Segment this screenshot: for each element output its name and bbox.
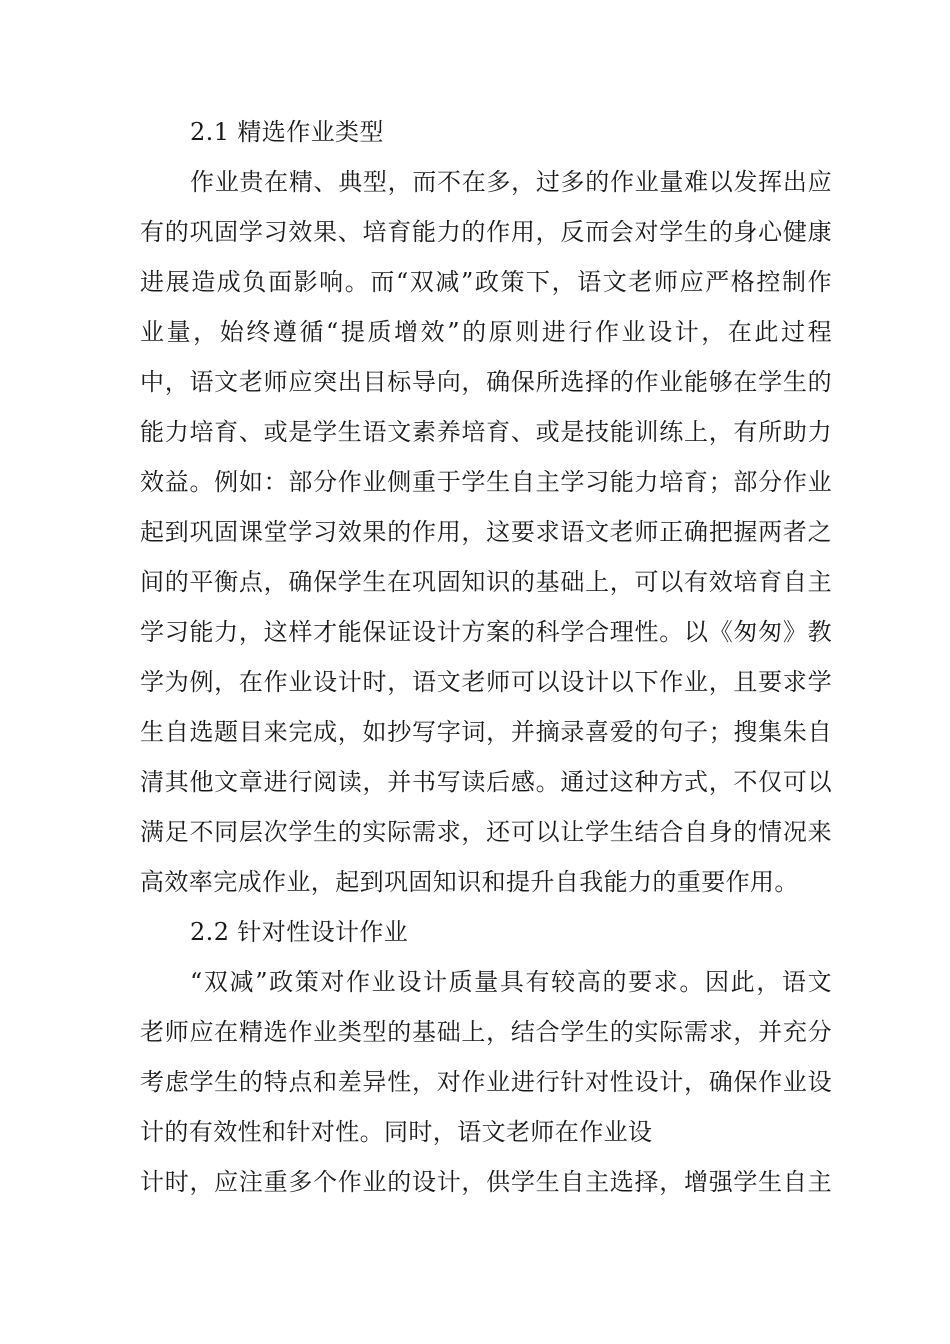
paragraph-line: 老师应在精选作业类型的基础上，结合学生的实际需求，并充分 [140,1018,832,1046]
paragraph-line: 计的有效性和针对性。同时，语文老师在作业设 [140,1118,653,1146]
paragraph-line: 清其他文章进行阅读，并书写读后感。通过这种方式，不仅可以 [140,768,832,796]
paragraph-line: 间的平衡点，确保学生在巩固知识的基础上，可以有效培育自主 [140,568,832,596]
section-heading-2-2: 2.2 针对性设计作业 [190,918,409,946]
paragraph-line: 生自选题目来完成，如抄写字词，并摘录喜爱的句子；搜集朱自 [140,718,832,746]
paragraph-line: 进展造成负面影响。而“双减”政策下，语文老师应严格控制作 [140,268,832,296]
paragraph-line: 起到巩固课堂学习效果的作用，这要求语文老师正确把握两者之 [140,518,832,546]
paragraph-line: 学习能力，这样才能保证设计方案的科学合理性。以《匆匆》教 [140,618,832,646]
paragraph-line: 作业贵在精、典型，而不在多，过多的作业量难以发挥出应 [190,168,832,196]
paragraph-line: 有的巩固学习效果、培育能力的作用，反而会对学生的身心健康 [140,218,832,246]
paragraph-line: 满足不同层次学生的实际需求，还可以让学生结合自身的情况来 [140,818,832,846]
paragraph-line: 学为例，在作业设计时，语文老师可以设计以下作业，且要求学 [140,668,832,696]
paragraph-line: 计时，应注重多个作业的设计，供学生自主选择，增强学生自主 [140,1168,832,1196]
paragraph-line: 考虑学生的特点和差异性，对作业进行针对性设计，确保作业设 [140,1068,832,1096]
paragraph-line: 中，语文老师应突出目标导向，确保所选择的作业能够在学生的 [140,368,832,396]
paragraph-line: 高效率完成作业，起到巩固知识和提升自我能力的重要作用。 [140,868,799,896]
paragraph-line: 效益。例如：部分作业侧重于学生自主学习能力培育；部分作业 [140,468,832,496]
paragraph-line: 业量，始终遵循“提质增效”的原则进行作业设计，在此过程 [140,318,832,346]
paragraph-line: “双减”政策对作业设计质量具有较高的要求。因此，语文 [190,968,832,996]
section-heading-2-1: 2.1 精选作业类型 [190,118,384,146]
paragraph-line: 能力培育、或是学生语文素养培育、或是技能训练上，有所助力 [140,418,832,446]
